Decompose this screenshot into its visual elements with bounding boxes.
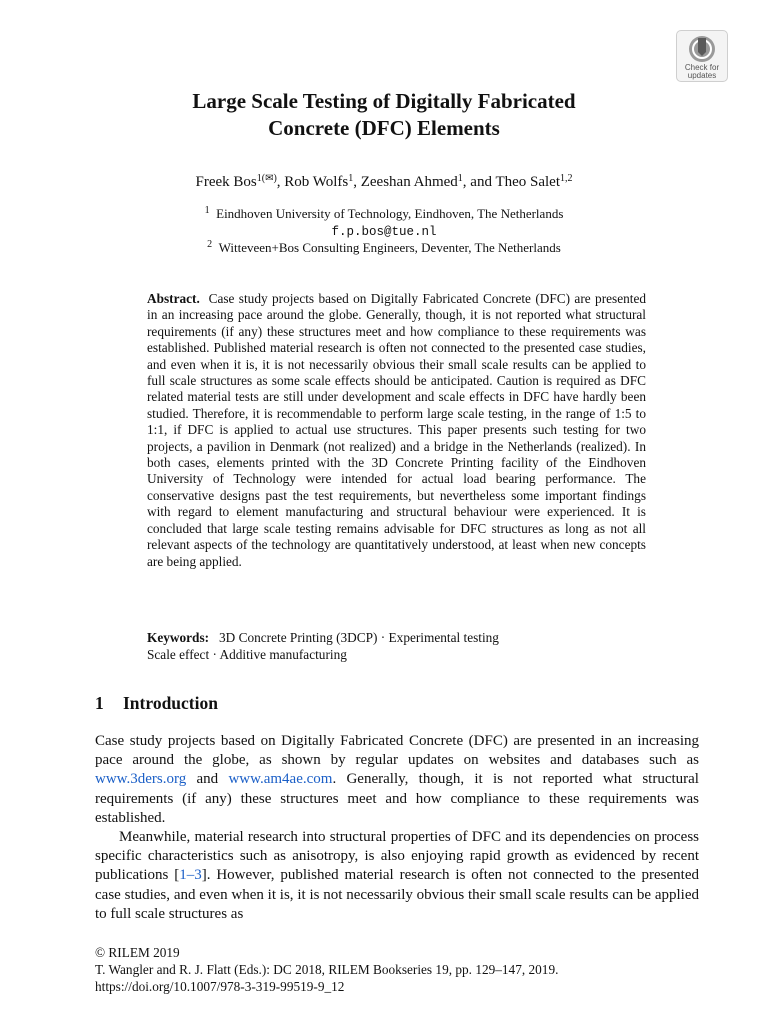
author-list: Freek Bos$^{1(✉)}$, Rob Wolfs$^1$, Zeeshan Ahmed$^1$, and Theo Salet$^{1,2}$: [195, 173, 573, 190]
copyright: © RILEM 2019: [95, 945, 180, 960]
paper-title: [60, 88, 708, 142]
affiliation-2: $^2$ Witteveen+Bos Consulting Engineers, Deventer, The Netherlands: [207, 239, 561, 255]
abstract-label: Abstract.: [147, 291, 200, 306]
check-for-updates-badge[interactable]: [676, 30, 728, 82]
keywords: [147, 629, 646, 663]
check-for-updates-icon: [687, 34, 717, 64]
section-heading: [95, 692, 218, 714]
section-number: 1: [95, 693, 104, 713]
abstract-text: Case study projects based on Digitally Fabricated Concrete (DFC) are presented in an increasing pace around the globe. Generally, though, it is not reported what structural requirements (if any) these structures meet and how compliance to these requirements was established. Published material research is often not connected to the presented case studies, and even when it is, it is not necessarily obvious their small scale results can be applied to full scale structures as some scale effects should be anticipated. Caution is required as DFC related material tests are still under development and scale effects in DFC have hardly been studied. Therefore, it is recommendable to perform large scale testing, in the range of 1:5 to 1:1, if DFC is applied to actual use structures. This paper presents such testing for two projects, a pavilion in Denmark (not realized) and a bridge in the Netherlands (realized). In both cases, elements printed with the 3D Concrete Printing facility of the Eindhoven University of Technology were intended for actual load bearing performance. The conservative designs past the test requirements, but nevertheless some important findings with regard to element manufacturing and structural behaviour were experienced. It is concluded that large scale testing remains advisable for DFC structures as long as not all relevant aspects of the technology are quantitatively understood, at least when new concepts are being applied.: [147, 291, 646, 569]
author-name: Zeeshan Ahmed: [360, 174, 458, 190]
affiliation-1: $^1$ Eindhoven University of Technology, Eindhoven, The Netherlands: [204, 205, 564, 221]
author-name: Rob Wolfs: [284, 174, 349, 190]
intro-paragraph-1: Case study projects based on Digitally Fabricated Concrete (DFC) are presented in an increasing pace around the globe, as shown by regular updates on websites and databases such as www.3ders.org and www.am4ae.com. Generally, though, it is not reported what structural requirements (if any) these structures meet and how compliance to these requirements was established.: [95, 733, 699, 826]
keywords-line-2: Scale effect · Additive manufacturing: [147, 647, 347, 662]
page-footer: [95, 944, 558, 995]
author-name: Freek Bos: [195, 174, 257, 190]
title-line-1: Large Scale Testing of Digitally Fabricated: [192, 89, 576, 113]
badge-label: Check for updates: [684, 63, 720, 80]
doi-link[interactable]: https://doi.org/10.1007/978-3-319-99519-9_12: [95, 979, 345, 994]
author-affil-mark: 1: [457, 173, 463, 184]
introduction-body: [95, 732, 699, 924]
author-name: Theo Salet: [495, 174, 561, 190]
corresponding-email[interactable]: f.p.bos@tue.nl: [331, 224, 437, 239]
affiliations: [60, 206, 708, 257]
author-affil-mark: 1: [348, 173, 354, 184]
link-3ders[interactable]: www.3ders.org: [95, 771, 187, 788]
section-title: Introduction: [123, 693, 218, 713]
author-affil-mark: 1,2: [560, 173, 573, 184]
abstract: [147, 291, 646, 570]
title-line-2: Concrete (DFC) Elements: [268, 116, 500, 140]
citation-link[interactable]: 1–3: [179, 867, 202, 884]
intro-paragraph-2: Meanwhile, material research into structural properties of DFC and its dependencies on process specific characteristics such as anisotropy, is also enjoying rapid growth as evidenced by recent publications [1–3]. However, published material research is often not connected to the presented case studies, and even when it is, it is not necessarily obvious their small scale results can be applied to full scale structures as: [95, 829, 699, 922]
author-affil-mark: 1(✉): [256, 173, 277, 184]
book-citation: T. Wangler and R. J. Flatt (Eds.): DC 2018, RILEM Bookseries 19, pp. 129–147, 2019.: [95, 962, 559, 977]
keywords-label: Keywords:: [147, 630, 210, 645]
keywords-line-1: 3D Concrete Printing (3DCP) · Experimental testing: [219, 630, 499, 645]
link-am4ae[interactable]: www.am4ae.com: [228, 771, 333, 788]
